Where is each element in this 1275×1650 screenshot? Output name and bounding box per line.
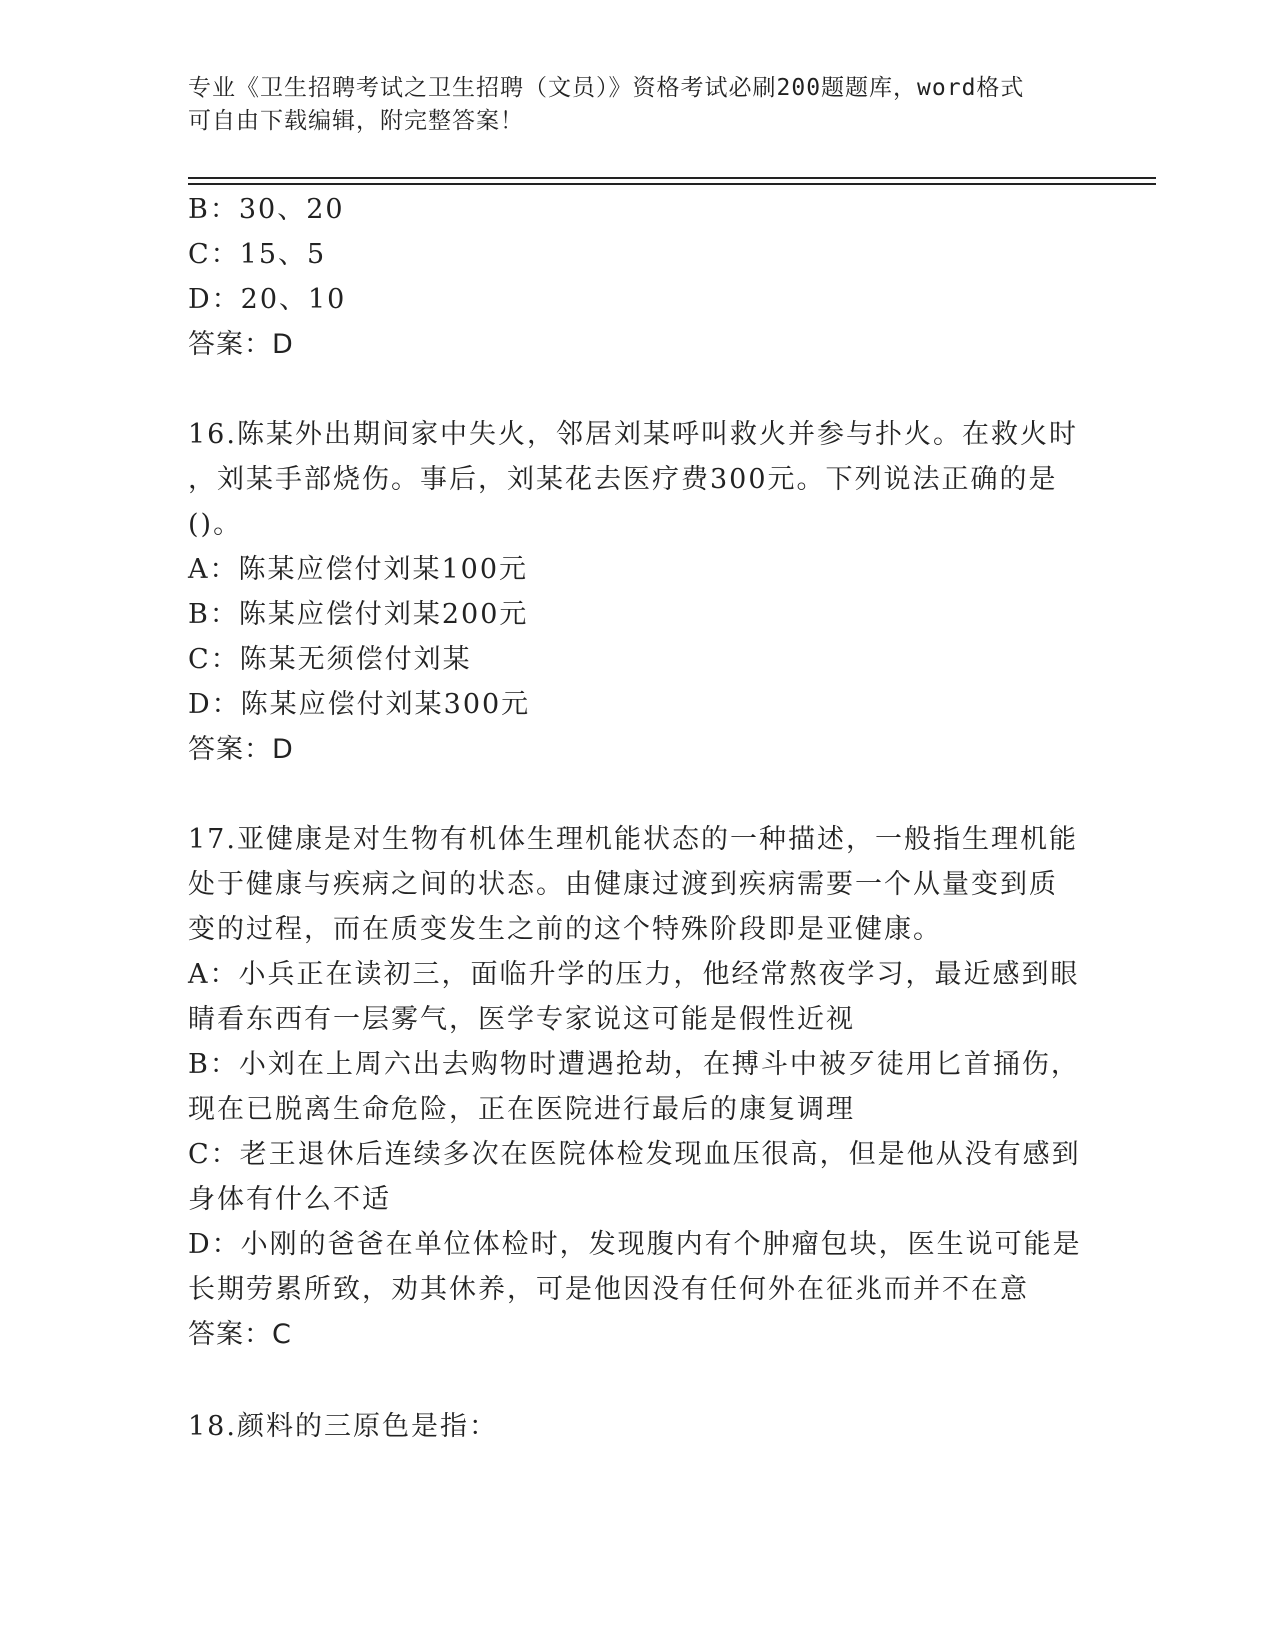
q18-stem-line-1: 18.颜料的三原色是指： [188,1411,498,1442]
q17-stem-line-1: 17.亚健康是对生物有机体生理机能状态的一种描述，一般指生理机能 [188,824,1078,855]
q17-option-c-line-1: C：老王退休后连续多次在医院体检发现血压很高，但是他从没有感到 [188,1139,1081,1170]
q15-option-d: D：20、10 [188,284,347,315]
q16-option-c: C：陈某无须偿付刘某 [188,644,472,675]
q17-option-d-line-2: 长期劳累所致，劝其休养，可是他因没有任何外在征兆而并不在意 [188,1274,1029,1305]
q17-option-a-line-2: 睛看东西有一层雾气，医学专家说这可能是假性近视 [188,1004,855,1035]
document-header [188,72,1068,138]
q15-answer: 答案：D [188,329,294,360]
q17-option-a-line-1: A：小兵正在读初三，面临升学的压力，他经常熬夜学习，最近感到眼 [188,959,1080,990]
q16-stem-line-2: ，刘某手部烧伤。事后，刘某花去医疗费300元。下列说法正确的是 [188,464,1058,495]
q17-stem-line-3: 变的过程，而在质变发生之前的这个特殊阶段即是亚健康。 [188,914,942,945]
q16-option-a: A：陈某应偿付刘某100元 [188,554,529,585]
q16-option-d: D：陈某应偿付刘某300元 [188,689,531,720]
q16-option-b: B：陈某应偿付刘某200元 [188,599,529,630]
q17-option-b-line-2: 现在已脱离生命危险，正在医院进行最后的康复调理 [188,1094,855,1125]
header-line-1: 专业《卫生招聘考试之卫生招聘（文员）》资格考试必刷200题题库，word格式 [188,75,1025,101]
q15-option-b: B：30、20 [188,194,345,225]
q17-option-d-line-1: D：小刚的爸爸在单位体检时，发现腹内有个肿瘤包块，医生说可能是 [188,1229,1082,1260]
q17-stem-line-2: 处于健康与疾病之间的状态。由健康过渡到疾病需要一个从量变到质 [188,869,1058,900]
q16-stem-line-3: ()。 [188,509,243,540]
q17-answer: 答案：C [188,1319,292,1350]
header-divider-top [188,177,1156,179]
q16-answer: 答案：D [188,734,294,765]
q16-stem-line-1: 16.陈某外出期间家中失火，邻居刘某呼叫救火并参与扑火。在救火时 [188,419,1078,450]
q17-option-b-line-1: B：小刘在上周六出去购物时遭遇抢劫，在搏斗中被歹徒用匕首捅伤， [188,1049,1080,1080]
q15-option-c: C：15、5 [188,239,327,270]
header-line-2: 可自由下载编辑，附完整答案！ [188,108,524,134]
header-divider-bottom [188,183,1156,185]
q17-option-c-line-2: 身体有什么不适 [188,1184,391,1215]
